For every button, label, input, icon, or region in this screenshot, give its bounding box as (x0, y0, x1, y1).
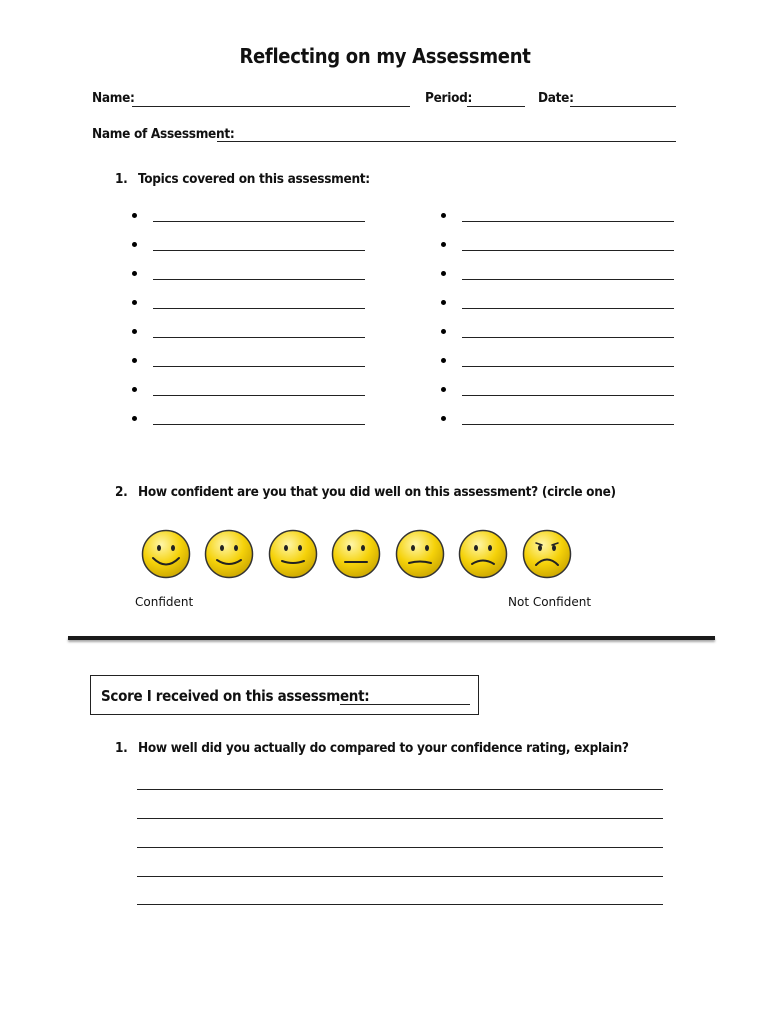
slightly-sad-face-icon[interactable] (395, 529, 445, 579)
bullet-icon (441, 416, 446, 421)
answer-line[interactable] (137, 904, 663, 905)
topic-blank[interactable] (153, 366, 365, 367)
topic-blank[interactable] (153, 395, 365, 396)
bullet-icon (132, 358, 137, 363)
happy-face-icon[interactable] (204, 529, 254, 579)
topic-blank[interactable] (153, 279, 365, 280)
topic-blank[interactable] (462, 395, 674, 396)
bullet-icon (441, 329, 446, 334)
topic-blank[interactable] (462, 279, 674, 280)
date-field[interactable] (570, 106, 676, 107)
bullet-icon (132, 387, 137, 392)
neutral-face-icon[interactable] (331, 529, 381, 579)
question-1-number: 1. (115, 171, 128, 187)
bullet-icon (441, 213, 446, 218)
scale-label-not-confident: Not Confident (508, 595, 592, 609)
score-label: Score I received on this assessment: (101, 687, 370, 705)
topic-blank[interactable] (153, 221, 365, 222)
bullet-icon (132, 416, 137, 421)
bullet-icon (132, 271, 137, 276)
bullet-icon (132, 329, 137, 334)
topic-blank[interactable] (462, 337, 674, 338)
score-box (90, 675, 479, 715)
page-title: Reflecting on my Assessment (239, 44, 531, 68)
assessment-name-field[interactable] (217, 141, 676, 142)
bullet-icon (441, 242, 446, 247)
bullet-icon (132, 242, 137, 247)
sad-face-icon[interactable] (458, 529, 508, 579)
answer-line[interactable] (137, 847, 663, 848)
answer-line[interactable] (137, 876, 663, 877)
topic-blank[interactable] (153, 337, 365, 338)
answer-line[interactable] (137, 789, 663, 790)
very-happy-face-icon[interactable] (141, 529, 191, 579)
bullet-icon (132, 300, 137, 305)
topic-blank[interactable] (153, 424, 365, 425)
question-3-text: How well did you actually do compared to your confidence rating, explain? (138, 740, 629, 756)
period-label: Period: (425, 90, 473, 106)
bullet-icon (441, 358, 446, 363)
topic-blank[interactable] (462, 221, 674, 222)
question-1-text: Topics covered on this assessment: (138, 171, 370, 187)
name-field[interactable] (132, 106, 410, 107)
smiling-face-icon[interactable] (268, 529, 318, 579)
bullet-icon (441, 300, 446, 305)
assessment-name-label: Name of Assessment: (92, 126, 235, 142)
question-2-number: 2. (115, 484, 128, 500)
question-3-number: 1. (115, 740, 128, 756)
topic-blank[interactable] (153, 250, 365, 251)
answer-line[interactable] (137, 818, 663, 819)
topic-blank[interactable] (462, 308, 674, 309)
bullet-icon (132, 213, 137, 218)
bullet-icon (441, 271, 446, 276)
name-label: Name: (92, 90, 135, 106)
topic-blank[interactable] (462, 250, 674, 251)
section-divider (68, 636, 715, 640)
period-field[interactable] (467, 106, 525, 107)
score-field[interactable] (340, 704, 470, 705)
bullet-icon (441, 387, 446, 392)
date-label: Date: (538, 90, 574, 106)
topic-blank[interactable] (462, 424, 674, 425)
topic-blank[interactable] (462, 366, 674, 367)
scale-label-confident: Confident (135, 595, 194, 609)
topic-blank[interactable] (153, 308, 365, 309)
question-2-text: How confident are you that you did well on this assessment? (circle one) (138, 484, 616, 500)
very-sad-face-icon[interactable] (522, 529, 572, 579)
